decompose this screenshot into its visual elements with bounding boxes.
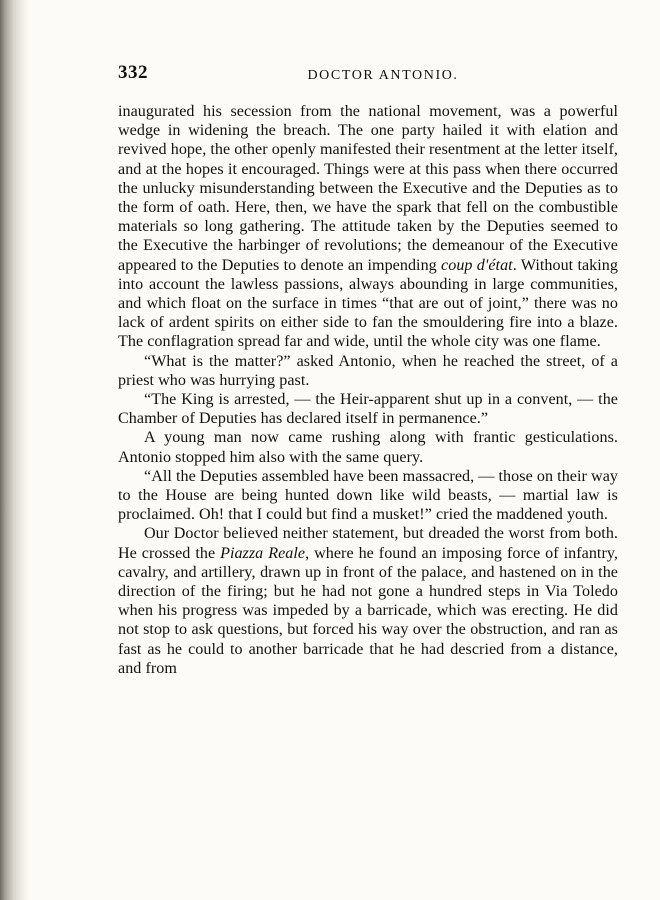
text-run: , where he found an imposing force of infantry, cavalry, and artillery, drawn up in front of the palace, and hastened on in the direction of the firing; but he had not gone a hundred steps in Via Toledo when his progress was impeded by a barricade, which was erecting. He did not stop to ask questions, but forced his way over the obstruction, and ran as fast as he could to another barricade that he had descried from a distance, and from: [118, 544, 618, 677]
page-number: 332: [118, 62, 148, 83]
text-run: “All the Deputies assembled have been massacred, — those on their way to the House are being hunted down like wild beasts, — martial law is proclaimed. Oh! that I could but find a musket!” cried the maddened youth.: [118, 467, 618, 524]
text-run: inaugurated his secession from the national movement, was a powerful wedge in widening the breach. The one party hailed it with elation and revived hope, the other openly manifested their resentment at the letter itself, and at the hopes it encouraged. Things were at this pass when there occurred the unlucky misunderstanding between the Executive and the Deputies as to the form of oath. Here, then, we have the spark that fell on the combustible materials so long gathering. The attitude taken by the Deputies seemed to the Executive the harbinger of revolutions; the demeanour of the Executive appeared to the Deputies to denote an impending: [118, 103, 618, 274]
book-page: [118, 62, 618, 678]
page-binding-edge: [0, 0, 30, 900]
paragraph: [118, 102, 618, 352]
body-text: [118, 102, 618, 678]
paragraph: [118, 352, 618, 390]
paragraph: [118, 428, 618, 466]
text-run: . Without taking into account the lawless passions, always abounding in large communities, and which float on the surface in times “that are out of joint,” there was no lack of ardent spirits on either side to fan the smouldering fire into a blaze. The conflagration spread far and wide, until the whole city was one flame.: [118, 256, 618, 351]
text-run: Our Doctor believed neither statement, but dreaded the worst from both. He crossed the: [118, 525, 618, 562]
text-run: “The King is arrested, — the Heir-apparent shut up in a convent, — the Chamber of Deputies has declared itself in permanence.”: [118, 391, 618, 428]
italic-text: Piazza Reale: [220, 544, 306, 562]
paragraph: [118, 390, 618, 428]
text-run: “What is the matter?” asked Antonio, when he reached the street, of a priest who was hurrying past.: [118, 352, 618, 389]
paragraph: [118, 467, 618, 525]
running-head: [118, 62, 618, 102]
running-title: DOCTOR ANTONIO.: [307, 68, 459, 83]
italic-text: coup d'état: [441, 256, 513, 274]
paragraph: [118, 524, 618, 678]
text-run: A young man now came rushing along with frantic gesticulations. Antonio stopped him also with the same query.: [118, 429, 618, 466]
